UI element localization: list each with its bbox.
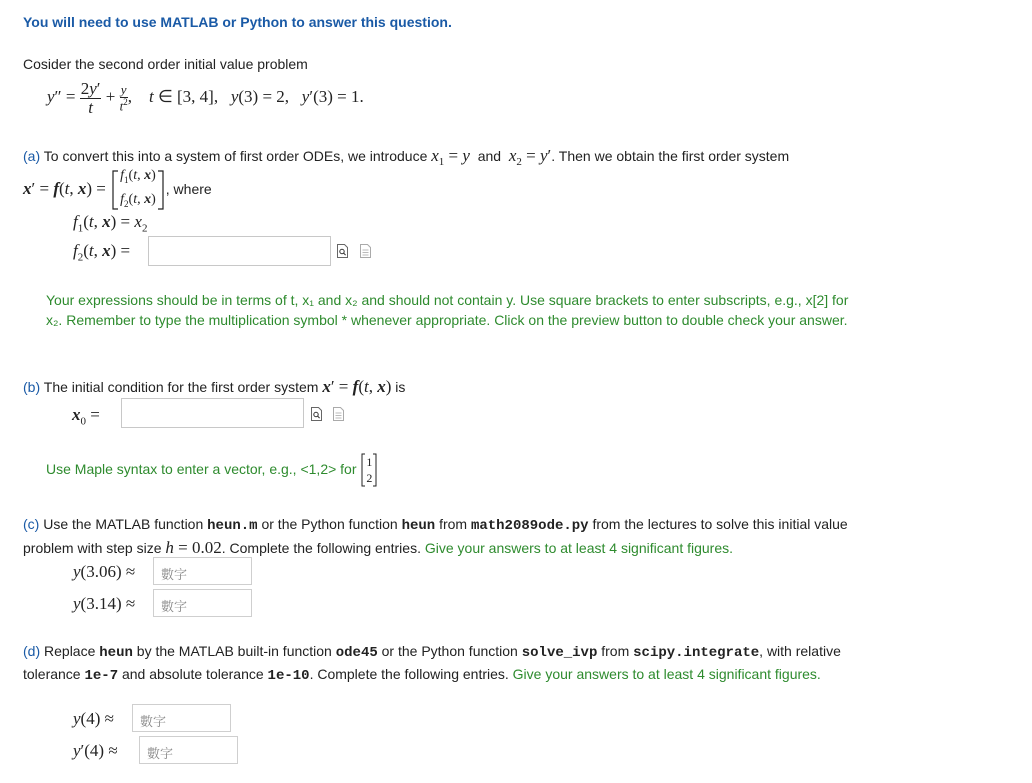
document-icon[interactable] [333, 407, 344, 421]
system-equation: x′ = f(t, x) = $f_1(t$, x) $f_2(t$, x) , where [23, 166, 212, 212]
y306-input[interactable]: 數字 [153, 557, 252, 585]
document-icon[interactable] [360, 244, 371, 258]
question-note: You will need to use MATLAB or Python to answer this question. [23, 14, 452, 30]
part-b-intro: (b) The initial condition for the first order system x′ = f(t, x) is [23, 377, 406, 396]
part-b-hint: Use Maple syntax to enter a vector, e.g., <1,2> for 1 2 [46, 450, 378, 488]
part-c-label: (c) [23, 516, 40, 532]
intro-text: Cosider the second order initial value problem [23, 56, 308, 72]
part-d-label: (d) [23, 643, 41, 659]
ode-equation: y″ = $\frac{2y'}{t}$ + $\frac{y}{t^2}$ , t ∈ [3, 4], y(3) = 2, y′(3) = 1. [47, 78, 364, 117]
preview-icon[interactable] [311, 407, 322, 421]
right-bracket [156, 169, 166, 211]
y4-input[interactable]: 數字 [132, 704, 231, 732]
x0-label: $x_0$ = [72, 405, 100, 428]
y306-label: y(3.06) ≈ [73, 562, 136, 581]
preview-icon[interactable] [337, 244, 348, 258]
y314-input[interactable]: 數字 [153, 589, 252, 617]
part-a-intro: (a) To convert this into a system of first order ODEs, we introduce $x_1 = y$ and $x_2 = y'$. Then we obtain the first order system [23, 146, 790, 168]
f2-label: $f_2(t$, x) = [73, 241, 131, 264]
part-d-instruction: Give your answers to at least 4 significant figures. [512, 666, 821, 682]
part-a-label: (a) [23, 148, 41, 164]
x0-input[interactable] [121, 398, 304, 428]
part-c-intro: (c) Use the MATLAB function heun.m or the Python function heun from math2089ode.py from the lectures to solve this initial value problem with step size h = 0.02. Complete the following entries. Give your answers to at least 4 significant figures. [23, 516, 848, 557]
part-a-hint: Your expressions should be in terms of t, x₁ and x₂ and should not contain y. Use square brackets to enter subscripts, e.g., x[2] for x₂. Remember to type the multiplication symbol * whenever appropriate. Click on the preview button to double check your answer. [46, 292, 849, 328]
left-bracket [110, 169, 120, 211]
y4-label: y(4) ≈ [73, 709, 114, 728]
f2-input[interactable] [148, 236, 331, 266]
part-c-instruction: Give your answers to at least 4 significant figures. [424, 540, 734, 556]
part-d-intro: (d) Replace heun by the MATLAB built-in function ode45 or the Python function solve_ivp from scipy.integrate, with relative tolerance 1e-7 and absolute tolerance 1e-10. Complete the following entries. Give your answers to at least 4 significant figures. [23, 643, 841, 684]
f1-equation: $f_1(t$, $x) = x_2$ [73, 212, 148, 235]
yprime4-input[interactable]: 數字 [139, 736, 238, 764]
part-b-label: (b) [23, 379, 41, 395]
right-bracket [372, 453, 378, 487]
y314-label: y(3.14) ≈ [73, 594, 136, 613]
yprime4-label: y′(4) ≈ [73, 741, 118, 760]
